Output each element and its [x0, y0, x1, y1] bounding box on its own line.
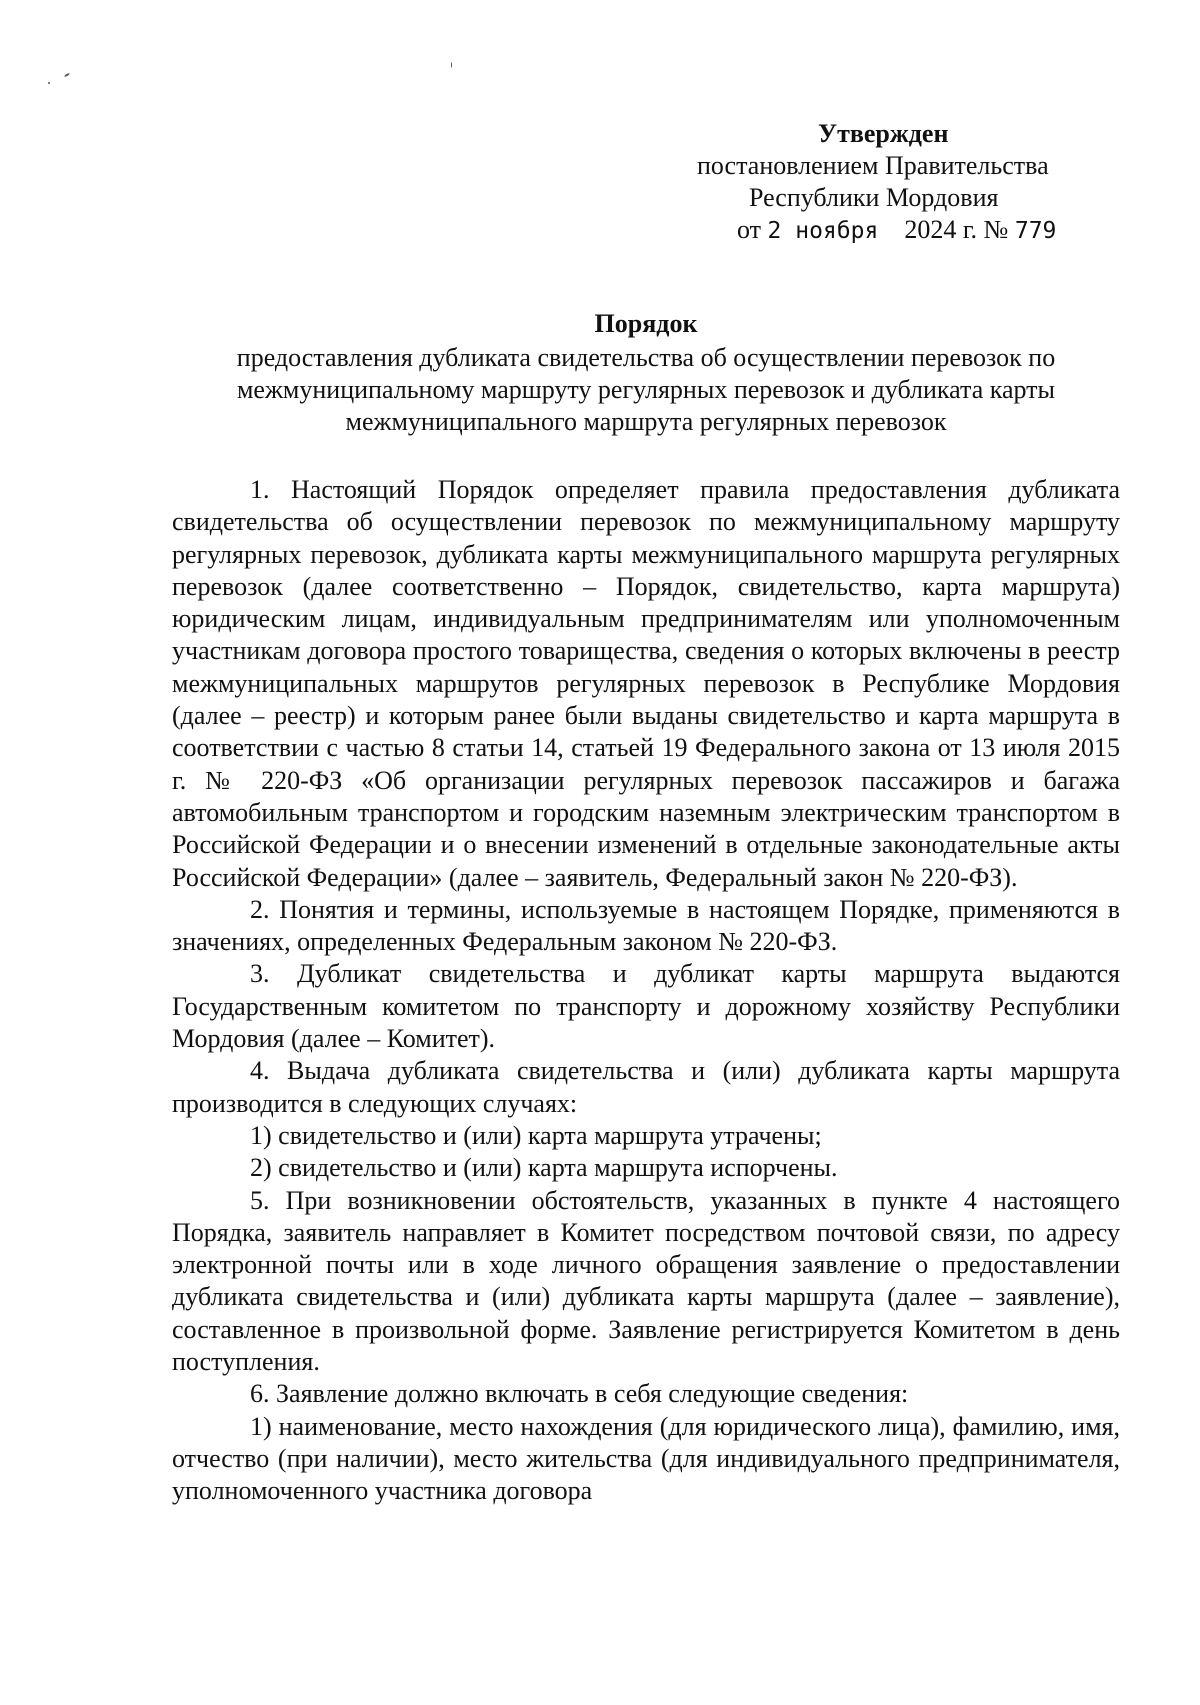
- approval-number: 779: [1014, 218, 1057, 244]
- approval-block: [680, 118, 1100, 247]
- paragraph-3: 3. Дубликат свидетельства и дубликат карты маршрута выдаются Государственным комитетом по транспорту и дорожному хозяйству Республики Мордовия (далее – Комитет).: [172, 959, 1120, 1054]
- document-title-subtitle: предоставления дубликата свидетельства об осуществлении перевозок по межмуниципальному маршруту регулярных перевозок и дубликата карты межмуниципального маршрута регулярных перевозок: [236, 343, 1056, 436]
- approval-title: Утвержден: [818, 119, 949, 148]
- paragraph-1: 1. Настоящий Порядок определяет правила предоставления дубликата свидетельства об осуществлении перевозок по межмуниципальному маршруту регулярных перевозок, дубликата карты межмуниципального маршрута регулярных перевозок (далее соответственно – Порядок, свидетельство, карта маршрута) юридическим лицам, индивидуальным предпринимателям или уполномоченным участникам договора простого товарищества, сведения о которых включены в реестр межмуниципальных маршрутов регулярных перевозок в Республике Мордовия (далее – реестр) и которым ранее были выданы свидетельство и карта маршрута в соответствии с частью 8 статьи 14, статьей 19 Федерального закона от 13 июля 2015 г. № 220-ФЗ «Об организации регулярных перевозок пассажиров и багажа автомобильным транспортом и городским наземным электрическим транспортом в Российской Федерации и о внесении изменений в отдельные законодательные акты Российской Федерации» (далее – заявитель, Федеральный закон № 220-ФЗ).: [172, 475, 1120, 892]
- paragraph-4: 4. Выдача дубликата свидетельства и (или) дубликата карты маршрута производится в следующих случаях:: [172, 1056, 1120, 1118]
- paragraph-6-item-1: 1) наименование, место нахождения (для юридического лица), фамилию, имя, отчество (при наличии), место жительства (для индивидуального предпринимателя, уполномоченного участника договора: [172, 1411, 1120, 1506]
- approval-resolution: постановлением Правительства: [697, 151, 1049, 180]
- paragraph-2: 2. Понятия и термины, используемые в настоящем Порядке, применяются в значениях, определенных Федеральным законом № 220-ФЗ.: [172, 894, 1120, 957]
- scan-speck: [48, 82, 50, 84]
- approval-republic: Республики Мордовия: [749, 183, 999, 212]
- document-title-main: Порядок: [594, 309, 698, 338]
- paragraph-5: 5. При возникновении обстоятельств, указанных в пункте 4 настоящего Порядка, заявитель направляет в Комитет посредством почтовой связи, по адресу электронной почты или в ходе личного обращения заявление о предоставлении дубликата свидетельства и (или) дубликата карты маршрута (далее – заявление), составленное в произвольной форме. Заявление регистрируется Комитетом в день поступления.: [172, 1185, 1120, 1377]
- approval-date-prefix: от: [737, 215, 762, 244]
- paragraph-6: 6. Заявление должно включать в себя следующие сведения:: [250, 1379, 909, 1409]
- document-body: [172, 474, 1120, 1508]
- scan-speck: [451, 62, 452, 68]
- approval-date-line: [737, 214, 1100, 247]
- paragraph-4-item-1: 1) свидетельство и (или) карта маршрута утрачены;: [250, 1120, 822, 1150]
- scan-speck: [64, 73, 70, 78]
- paragraph-4-item-2: 2) свидетельство и (или) карта маршрута испорчены.: [250, 1153, 838, 1183]
- approval-date: 2 ноября: [767, 218, 879, 244]
- document-title: [172, 308, 1120, 438]
- approval-year: 2024 г. №: [904, 215, 1009, 244]
